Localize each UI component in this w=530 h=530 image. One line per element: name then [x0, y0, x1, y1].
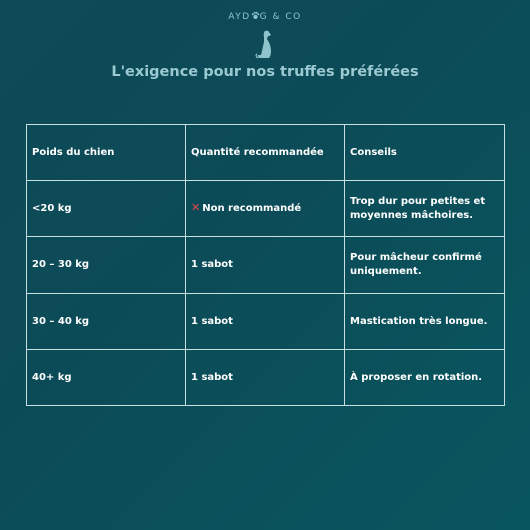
page-title: L'exigence pour nos truffes préférées	[111, 64, 419, 80]
table-row	[27, 181, 505, 237]
cell-advice: Pour mâcheur confirmé uniquement.	[345, 237, 505, 294]
cell-weight: <20 kg	[27, 181, 186, 237]
cell-quantity: 1 sabot	[186, 294, 345, 350]
brand-name-left: AYD	[228, 12, 251, 22]
header-quantity: Quantité recommandée	[186, 125, 345, 181]
paw-icon	[251, 11, 260, 20]
header-advice: Conseils	[345, 125, 505, 181]
cell-weight: 30 – 40 kg	[27, 294, 186, 350]
cell-weight: 40+ kg	[27, 350, 186, 406]
dosage-table	[26, 124, 505, 406]
table-row	[27, 237, 505, 294]
cell-advice: Mastication très longue.	[345, 294, 505, 350]
cell-quantity-text: Non recommandé	[202, 203, 302, 214]
brand-logo	[0, 11, 530, 22]
cell-advice: Trop dur pour petites et moyennes mâchoires.	[345, 181, 505, 237]
cell-weight: 20 – 30 kg	[27, 237, 186, 294]
cell-quantity: 1 sabot	[186, 237, 345, 294]
brand-name-right: G & CO	[259, 12, 302, 22]
cell-quantity: 1 sabot	[186, 350, 345, 406]
cell-advice: À proposer en rotation.	[345, 350, 505, 406]
table-row	[27, 294, 505, 350]
cross-icon: ✕	[191, 201, 201, 214]
sitting-dog-icon	[254, 29, 274, 59]
table-row	[27, 350, 505, 406]
table-header-row	[27, 125, 505, 181]
cell-quantity	[186, 181, 345, 237]
header-weight: Poids du chien	[27, 125, 186, 181]
